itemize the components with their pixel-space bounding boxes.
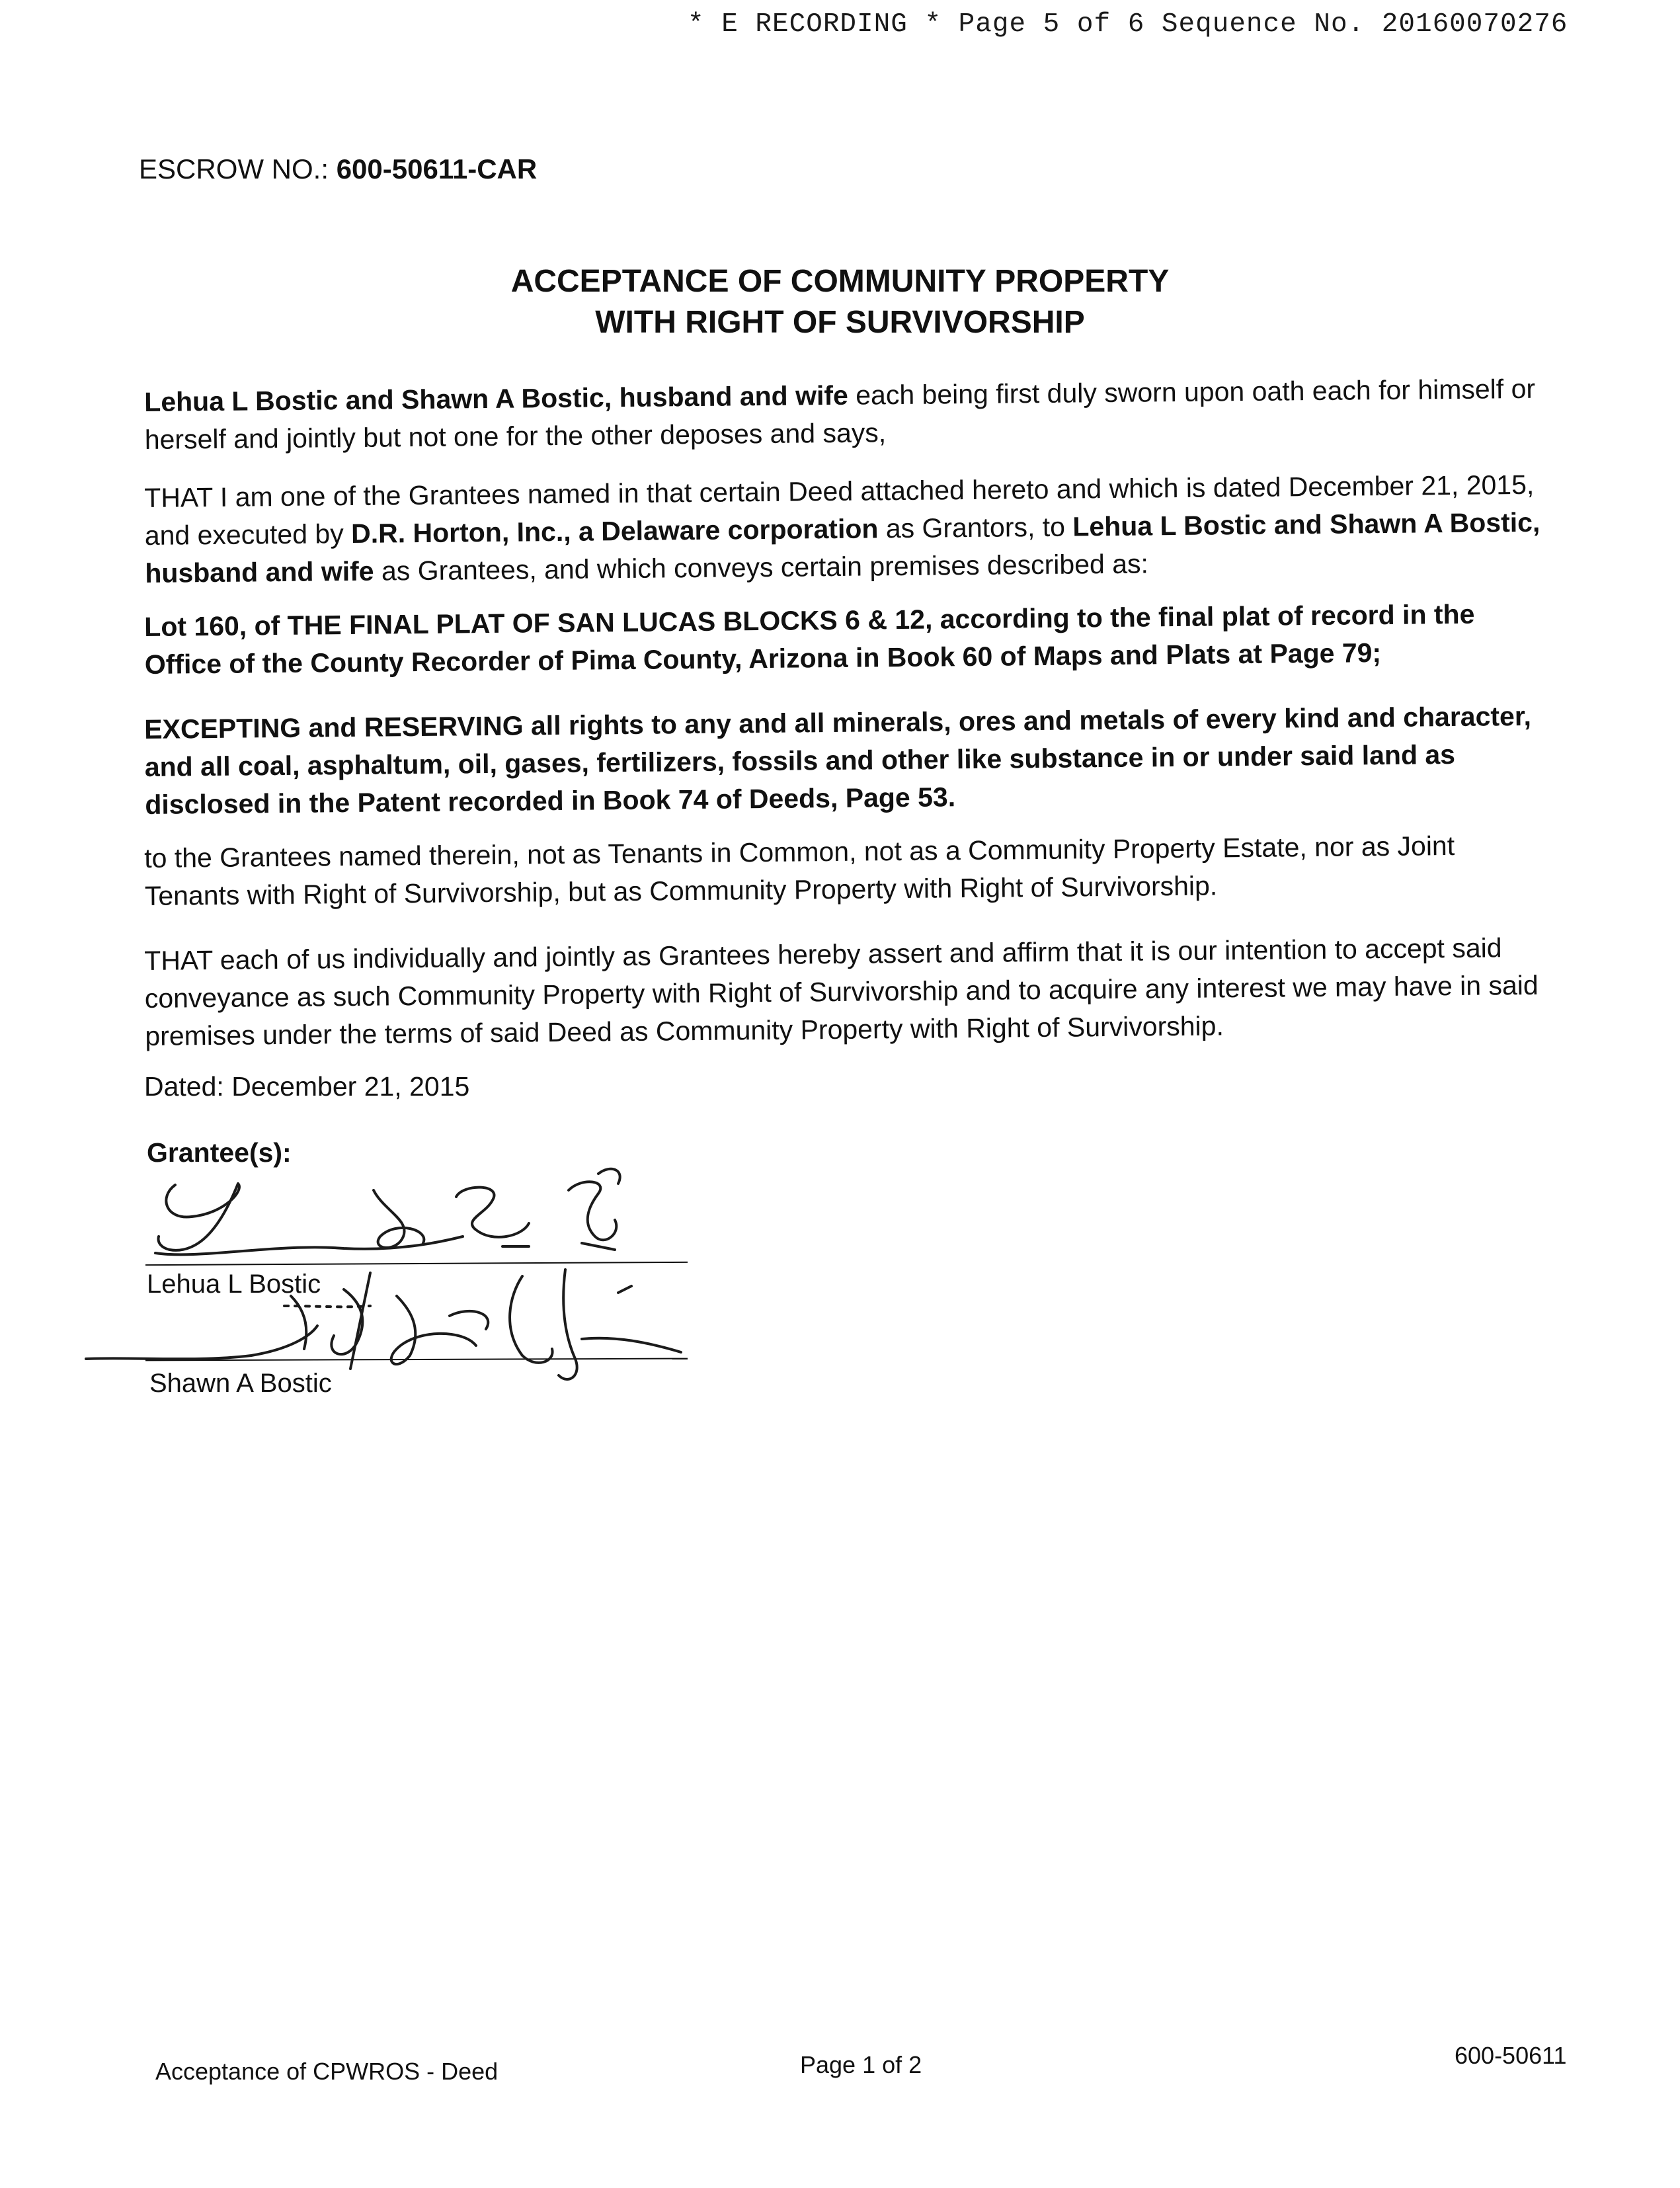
escrow-number-line bbox=[139, 153, 537, 185]
affiant-paragraph bbox=[144, 370, 1546, 459]
escrow-number: 600-50611-CAR bbox=[336, 153, 538, 184]
exceptions-text: EXCEPTING and RESERVING all rights to any and all minerals, ores and metals of every kind and character, and all coal, asphaltum, oil, gases, fertilizers, fossils and other like substance in or under said land as disclosed in the Patent recorded in Book 74 of Deeds, Page 53. bbox=[144, 700, 1532, 820]
exceptions-paragraph bbox=[144, 698, 1547, 824]
document-title-line2: WITH RIGHT OF SURVIVORSHIP bbox=[595, 305, 1085, 340]
signature-line-1 bbox=[145, 1262, 688, 1266]
grantees-label: Grantee(s): bbox=[147, 1137, 292, 1168]
grantor-name: D.R. Horton, Inc., a Delaware corporation bbox=[350, 513, 879, 549]
signer-name-2: Shawn A Bostic bbox=[149, 1369, 332, 1398]
dated-line: Dated: December 21, 2015 bbox=[144, 1071, 470, 1102]
affirmation-paragraph bbox=[144, 929, 1547, 1055]
affirmation-text: THAT each of us individually and jointly as Grantees hereby assert and affirm that it is our intention to accept said conveyance as such Community Property with Right of Survivorship and to acquire any interest we may have in said premises under the terms of said Deed as Community Property with Right of Survivorship. bbox=[144, 932, 1539, 1051]
affiants-names: Lehua L Bostic and Shawn A Bostic, husband and wife bbox=[144, 380, 849, 417]
tenancy-text: to the Grantees named therein, not as Tenants in Common, not as a Community Property Estate, nor as Joint Tenants with Right of Survivorship, but as Community Property with Right of Survivorship. bbox=[144, 830, 1455, 911]
legal-description-paragraph bbox=[144, 595, 1546, 684]
legal-description: Lot 160, of THE FINAL PLAT OF SAN LUCAS BLOCKS 6 & 12, according to the final plat of record in the Office of the County Recorder of Pima County, Arizona in Book 60 of Maps and Plats at Page 79; bbox=[144, 598, 1475, 680]
footer-document-type: Acceptance of CPWROS - Deed bbox=[155, 2058, 499, 2085]
recording-header: * E RECORDING * Page 5 of 6 Sequence No. 20160070276 bbox=[688, 9, 1568, 40]
escrow-label: ESCROW NO.: bbox=[139, 153, 329, 184]
signer-name-1: Lehua L Bostic bbox=[147, 1270, 321, 1299]
document-title-line1: ACCEPTANCE OF COMMUNITY PROPERTY bbox=[510, 264, 1170, 299]
signature-line-2 bbox=[145, 1358, 688, 1361]
affiant-statement: each being first duly sworn upon oath each for himself or herself and jointly but not one for the other deposes and says, bbox=[144, 373, 1536, 455]
deed-text-1: THAT I am one of the Grantees named in that certain Deed attached hereto and which is dated December 21, 2015, and executed by bbox=[144, 469, 1535, 551]
footer-page-number: Page 1 of 2 bbox=[800, 2051, 922, 2078]
deed-reference-paragraph bbox=[144, 466, 1547, 592]
deed-text-3: as Grantees, and which conveys certain premises described as: bbox=[374, 548, 1149, 587]
tenancy-paragraph bbox=[144, 827, 1546, 915]
grantee-names: Lehua L Bostic and Shawn A Bostic, husband and wife bbox=[145, 506, 1540, 588]
footer-escrow-number: 600-50611 bbox=[1455, 2042, 1567, 2069]
deed-text-2: as Grantors, to bbox=[878, 511, 1073, 544]
